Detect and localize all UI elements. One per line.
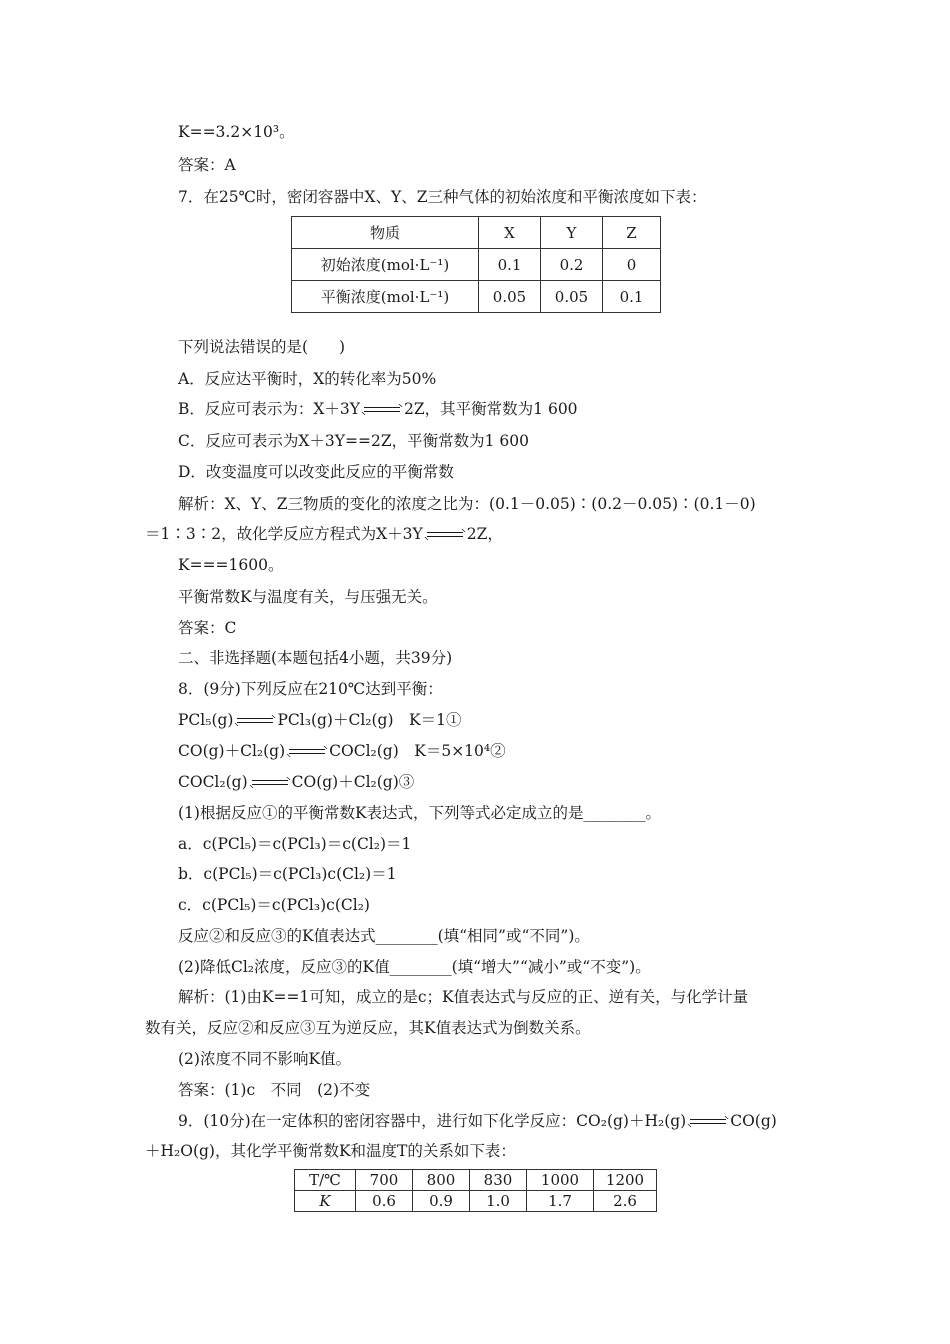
- question-9-continued: ＋H₂O(g)，其化学平衡常数K和温度T的关系如下表：: [145, 1142, 516, 1160]
- table-cell: Z: [603, 217, 661, 249]
- equilibrium-arrow-icon: [362, 405, 402, 415]
- reaction-1: PCl₅(g) PCl₃(g)＋Cl₂(g) K＝1①: [178, 711, 462, 729]
- table-cell: 0.2: [541, 249, 603, 281]
- option-a: a．c(PCl₅)＝c(PCl₃)＝c(Cl₂)＝1: [178, 835, 412, 853]
- table-row: [292, 249, 661, 281]
- section-heading: 二、非选择题(本题包括4小题，共39分): [178, 649, 453, 667]
- option-c: C．反应可表示为X＋3Y==2Z，平衡常数为1 600: [178, 432, 529, 450]
- table-row: [295, 1191, 657, 1212]
- option-b: b．c(PCl₅)＝c(PCl₃)c(Cl₂)＝1: [178, 865, 397, 883]
- reaction-3: COCl₂(g) CO(g)＋Cl₂(g)③: [178, 773, 415, 791]
- table-cell: 1200: [594, 1170, 657, 1191]
- question-8: 8．(9分)下列反应在210℃达到平衡：: [178, 680, 443, 698]
- equilibrium-arrow-icon: [250, 778, 290, 788]
- concentration-table: [291, 216, 661, 313]
- question-prompt: 下列说法错误的是( ): [178, 338, 346, 356]
- table-cell: 1000: [527, 1170, 594, 1191]
- analysis-line: 解析：(1)由K==1可知，成立的是c；K值表达式与反应的正、逆有关，与化学计量: [178, 988, 749, 1006]
- equilibrium-arrow-icon: [235, 716, 275, 726]
- equilibrium-arrow-icon: [287, 747, 327, 757]
- analysis-line: 解析：X、Y、Z三物质的变化的浓度之比为：(0.1－0.05)∶(0.2－0.05)∶(0.1－0): [178, 495, 756, 513]
- option-d: D．改变温度可以改变此反应的平衡常数: [178, 463, 454, 481]
- table-cell: 物质: [292, 217, 479, 249]
- table-cell: 0: [603, 249, 661, 281]
- table-cell: 1.0: [470, 1191, 527, 1212]
- table-cell: 平衡浓度(mol·L⁻¹): [292, 281, 479, 313]
- k-temperature-table: [294, 1169, 657, 1212]
- table-cell: X: [479, 217, 541, 249]
- question-7: 7．在25℃时，密闭容器中X、Y、Z三种气体的初始浓度和平衡浓度如下表：: [178, 188, 707, 206]
- table-cell: 0.05: [541, 281, 603, 313]
- sub-question-1: (1)根据反应①的平衡常数K表达式，下列等式必定成立的是________。: [178, 804, 662, 822]
- equilibrium-arrow-icon: [425, 530, 465, 540]
- table-cell: 0.1: [603, 281, 661, 313]
- table-cell: Y: [541, 217, 603, 249]
- answer-line: 答案：A: [178, 156, 236, 174]
- table-cell: 0.9: [413, 1191, 470, 1212]
- answer-line: 答案：(1)c 不同 (2)不变: [178, 1081, 371, 1099]
- reaction-2: CO(g)＋Cl₂(g) COCl₂(g) K＝5×10⁴②: [178, 742, 506, 760]
- sub-question-text: 反应②和反应③的K值表达式________(填“相同”或“不同”)。: [178, 927, 590, 945]
- table-header-row: [292, 217, 661, 249]
- table-cell: 初始浓度(mol·L⁻¹): [292, 249, 479, 281]
- table-row: [292, 281, 661, 313]
- analysis-line: 数有关，反应②和反应③互为逆反应，其K值表达式为倒数关系。: [145, 1019, 591, 1037]
- table-cell: 700: [356, 1170, 413, 1191]
- table-cell: 0.6: [356, 1191, 413, 1212]
- answer-line: 答案：C: [178, 619, 237, 637]
- question-9: 9．(10分)在一定体积的密闭容器中，进行如下化学反应：CO₂(g)＋H₂(g) CO(g): [178, 1112, 777, 1130]
- table-cell: 1.7: [527, 1191, 594, 1212]
- table-header-row: [295, 1170, 657, 1191]
- analysis-line: (2)浓度不同不影响K值。: [178, 1050, 352, 1068]
- analysis-line: ＝1∶3∶2，故化学反应方程式为X＋3Y 2Z，: [145, 525, 503, 543]
- table-cell: 0.05: [479, 281, 541, 313]
- table-cell: T/℃: [295, 1170, 356, 1191]
- option-c: c．c(PCl₅)＝c(PCl₃)c(Cl₂): [178, 896, 370, 914]
- option-a: A．反应达平衡时，X的转化率为50%: [178, 370, 437, 388]
- table-cell: 830: [470, 1170, 527, 1191]
- sub-question-2: (2)降低Cl₂浓度，反应③的K值________(填“增大”“减小”或“不变”)。: [178, 958, 651, 976]
- table-cell: 800: [413, 1170, 470, 1191]
- option-b: B．反应可表示为：X＋3Y 2Z，其平衡常数为1 600: [178, 400, 578, 418]
- text-line: K==3.2×10³。: [178, 123, 295, 141]
- analysis-line: 平衡常数K与温度有关，与压强无关。: [178, 588, 438, 606]
- table-cell: 0.1: [479, 249, 541, 281]
- table-cell: K: [295, 1191, 356, 1212]
- equilibrium-arrow-icon: [688, 1117, 728, 1127]
- table-cell: 2.6: [594, 1191, 657, 1212]
- analysis-line: K===1600。: [178, 556, 284, 574]
